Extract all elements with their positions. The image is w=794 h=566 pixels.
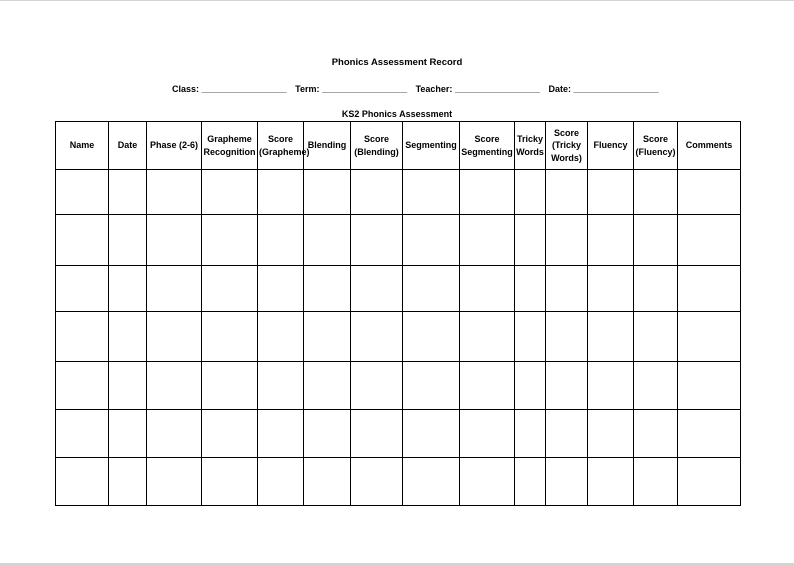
header-score-fluency: Score (Fluency) — [634, 122, 678, 170]
table-row — [56, 215, 741, 266]
table-cell[interactable] — [304, 312, 351, 362]
table-cell[interactable] — [56, 410, 109, 458]
table-cell[interactable] — [460, 458, 515, 506]
table-cell[interactable] — [678, 362, 741, 410]
table-cell[interactable] — [258, 410, 304, 458]
header-score-segmenting: Score Segmenting — [460, 122, 515, 170]
table-cell[interactable] — [403, 458, 460, 506]
table-cell[interactable] — [460, 312, 515, 362]
table-cell[interactable] — [147, 266, 202, 312]
table-cell[interactable] — [258, 312, 304, 362]
table-cell[interactable] — [678, 312, 741, 362]
table-cell[interactable] — [403, 410, 460, 458]
table-cell[interactable] — [588, 362, 634, 410]
table-cell[interactable] — [109, 266, 147, 312]
table-cell[interactable] — [147, 312, 202, 362]
header-phase: Phase (2-6) — [147, 122, 202, 170]
header-score-grapheme: Score (Grapheme) — [258, 122, 304, 170]
table-cell[interactable] — [304, 362, 351, 410]
table-cell[interactable] — [258, 170, 304, 215]
table-cell[interactable] — [678, 410, 741, 458]
table-cell[interactable] — [634, 266, 678, 312]
table-cell[interactable] — [56, 170, 109, 215]
table-row — [56, 362, 741, 410]
header-comments: Comments — [678, 122, 741, 170]
table-cell[interactable] — [403, 215, 460, 266]
table-cell[interactable] — [460, 266, 515, 312]
term-field[interactable]: Term: _________________ — [295, 84, 408, 94]
table-cell[interactable] — [460, 410, 515, 458]
table-cell[interactable] — [546, 215, 588, 266]
table-cell[interactable] — [515, 458, 546, 506]
table-cell[interactable] — [304, 170, 351, 215]
table-cell[interactable] — [351, 266, 403, 312]
table-body — [56, 170, 741, 506]
table-cell[interactable] — [403, 312, 460, 362]
table-cell[interactable] — [202, 170, 258, 215]
table-cell[interactable] — [351, 170, 403, 215]
table-cell[interactable] — [351, 410, 403, 458]
table-cell[interactable] — [56, 312, 109, 362]
table-cell[interactable] — [304, 215, 351, 266]
table-cell[interactable] — [202, 410, 258, 458]
table-cell[interactable] — [588, 410, 634, 458]
teacher-field[interactable]: Teacher: _________________ — [415, 84, 541, 94]
header-grapheme-recognition: Grapheme Recognition — [202, 122, 258, 170]
table-row — [56, 266, 741, 312]
table-cell[interactable] — [588, 458, 634, 506]
table-cell[interactable] — [147, 410, 202, 458]
table-cell[interactable] — [634, 312, 678, 362]
table-cell[interactable] — [546, 266, 588, 312]
table-cell[interactable] — [403, 170, 460, 215]
table-cell[interactable] — [515, 410, 546, 458]
table-cell[interactable] — [56, 362, 109, 410]
table-cell[interactable] — [258, 215, 304, 266]
table-cell[interactable] — [588, 312, 634, 362]
table-cell[interactable] — [147, 458, 202, 506]
table-cell[interactable] — [56, 266, 109, 312]
table-cell[interactable] — [678, 170, 741, 215]
table-cell[interactable] — [460, 362, 515, 410]
table-cell[interactable] — [588, 170, 634, 215]
table-cell[interactable] — [546, 458, 588, 506]
header-fields — [172, 84, 659, 94]
table-cell[interactable] — [147, 362, 202, 410]
table-cell[interactable] — [546, 312, 588, 362]
table-row — [56, 170, 741, 215]
table-cell[interactable] — [304, 410, 351, 458]
table-cell[interactable] — [258, 362, 304, 410]
table-cell[interactable] — [202, 266, 258, 312]
table-cell[interactable] — [678, 215, 741, 266]
table-cell[interactable] — [515, 362, 546, 410]
table-cell[interactable] — [546, 410, 588, 458]
header-blending: Blending — [304, 122, 351, 170]
header-date: Date — [109, 122, 147, 170]
table-cell[interactable] — [351, 215, 403, 266]
table-cell[interactable] — [634, 170, 678, 215]
table-cell[interactable] — [634, 410, 678, 458]
table-cell[interactable] — [202, 215, 258, 266]
table-cell[interactable] — [678, 458, 741, 506]
table-row — [56, 410, 741, 458]
table-cell[interactable] — [109, 170, 147, 215]
table-cell[interactable] — [109, 312, 147, 362]
table-cell[interactable] — [304, 458, 351, 506]
table-cell[interactable] — [202, 312, 258, 362]
table-cell[interactable] — [403, 266, 460, 312]
table-cell[interactable] — [588, 215, 634, 266]
table-cell[interactable] — [109, 362, 147, 410]
table-cell[interactable] — [351, 362, 403, 410]
table-cell[interactable] — [109, 215, 147, 266]
table-title: KS2 Phonics Assessment — [341, 109, 453, 119]
table-cell[interactable] — [109, 458, 147, 506]
table-cell[interactable] — [56, 458, 109, 506]
header-tricky-words: Tricky Words — [515, 122, 546, 170]
table-cell[interactable] — [634, 215, 678, 266]
header-segmenting: Segmenting — [403, 122, 460, 170]
table-cell[interactable] — [147, 215, 202, 266]
table-cell[interactable] — [460, 215, 515, 266]
header-name: Name — [56, 122, 109, 170]
header-score-blending: Score (Blending) — [351, 122, 403, 170]
table-cell[interactable] — [515, 170, 546, 215]
table-cell[interactable] — [56, 215, 109, 266]
table-cell[interactable] — [202, 458, 258, 506]
table-cell[interactable] — [515, 312, 546, 362]
table-cell[interactable] — [202, 362, 258, 410]
table-cell[interactable] — [109, 410, 147, 458]
table-cell[interactable] — [515, 266, 546, 312]
table-row — [56, 312, 741, 362]
table-cell[interactable] — [515, 215, 546, 266]
document-title: Phonics Assessment Record — [331, 57, 463, 68]
class-field[interactable]: Class: _________________ — [172, 84, 287, 94]
table-cell[interactable] — [678, 266, 741, 312]
header-row — [56, 122, 741, 170]
table-cell[interactable] — [258, 458, 304, 506]
table-cell[interactable] — [403, 362, 460, 410]
table-cell[interactable] — [460, 170, 515, 215]
table-cell[interactable] — [304, 266, 351, 312]
table-cell[interactable] — [351, 312, 403, 362]
table-cell[interactable] — [634, 458, 678, 506]
table-cell[interactable] — [546, 170, 588, 215]
table-cell[interactable] — [258, 266, 304, 312]
table-cell[interactable] — [588, 266, 634, 312]
header-fluency: Fluency — [588, 122, 634, 170]
table-cell[interactable] — [634, 362, 678, 410]
table-cell[interactable] — [351, 458, 403, 506]
table-cell[interactable] — [546, 362, 588, 410]
page-top-border — [0, 0, 794, 1]
date-field[interactable]: Date: _________________ — [548, 84, 659, 94]
header-score-tricky-words: Score (Tricky Words) — [546, 122, 588, 170]
table-row — [56, 458, 741, 506]
assessment-table — [55, 121, 741, 506]
table-cell[interactable] — [147, 170, 202, 215]
